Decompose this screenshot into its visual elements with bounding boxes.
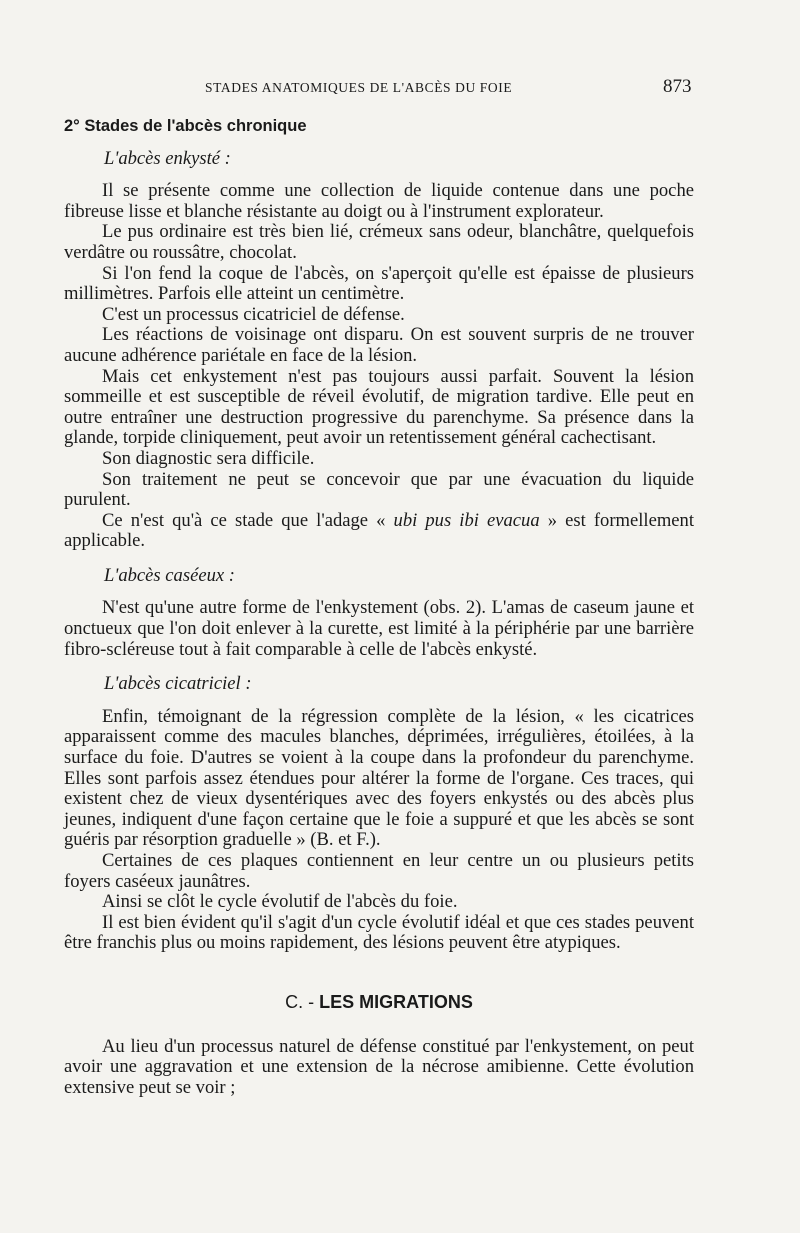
paragraph: C'est un processus cicatriciel de défense. [102,303,405,325]
paragraph: Il est bien évident qu'il s'agit d'un cycle évolutif idéal et que ces stades peuvent être franchis plus ou moins rapidement, des lésions peuvent être atypiques. [64,911,694,954]
paragraph: Enfin, témoignant de la régression complète de la lésion, « les cicatrices apparaissent comme des macules blanches, déprimées, irrégulières, étoilées, à la surface du foie. D'autres se voient à la coupe dans la profondeur du parenchyme. Elles sont parfois assez étendues pour altérer la forme de l'organe. Ces traces, qui existent chez de vieux dysentériques avec des foyers enkystés ou des abcès plus jeunes, indiquent d'une façon certaine que le foie a suppuré et que les abcès se sont guéris par résorption graduelle » (B. et F.). [64,705,694,851]
adage-tail: » est formellement applicable. [64,509,695,552]
paragraph: Si l'on fend la coque de l'abcès, on s'aperçoit qu'elle est épaisse de plusieurs millimètres. Parfois elle atteint un centimètre. [64,262,694,305]
paragraph: Les réactions de voisinage ont disparu. On est souvent surpris de ne trouver aucune adhérence pariétale en face de la lésion. [64,324,694,366]
page-body [64,112,694,1098]
paragraph: Certaines de ces plaques contiennent en leur centre un ou plusieurs petits foyers caséeux jaunâtres. [64,850,694,892]
paragraph: Son diagnostic sera difficile. [102,447,315,469]
section-c-heading [64,992,694,1013]
paragraph: Mais cet enkystement n'est pas toujours aussi parfait. Souvent la lésion sommeille et est susceptible de réveil évolutif, de migration tardive. Elle peut en outre entraîner une destruction progressive du parenchyme. Sa présence dans la glande, torpide cliniquement, peut avoir un retentissement général cachectisant. [64,365,694,449]
paragraph: Son traitement ne peut se concevoir que par une évacuation du liquide purulent. [64,468,694,511]
section-c-title: LES MIGRATIONS [319,991,473,1012]
running-head [0,78,800,102]
page-number: 873 [663,76,692,97]
paragraph-adage [64,511,694,552]
section-heading: 2° Stades de l'abcès chronique [64,117,307,135]
paragraph: Le pus ordinaire est très bien lié, crémeux sans odeur, blanchâtre, quelquefois verdâtre ou roussâtre, chocolat. [64,221,694,263]
adage-quote: ubi pus ibi evacua [393,509,540,531]
paragraph: Au lieu d'un processus naturel de défense constitué par l'enkystement, on peut avoir une aggravation et une extension de la nécrose amibienne. Cette évolution extensive peut se voir ; [64,1035,694,1098]
subheading-cicatriciel: L'abcès cicatriciel : [104,673,252,695]
section-c-letter: C. - [285,991,315,1012]
subheading-caseeux: L'abcès caséeux : [104,564,235,586]
paragraph: Ainsi se clôt le cycle évolutif de l'abcès du foie. [102,891,458,913]
paragraph: Il se présente comme une collection de liquide contenue dans une poche fibreuse lisse et blanche résistante au doigt ou à l'instrument explorateur. [64,180,694,222]
running-title: STADES ANATOMIQUES DE L'ABCÈS DU FOIE [205,80,513,95]
adage-lead: Ce n'est qu'à ce stade que l'adage « [102,509,386,531]
subheading-enkyste: L'abcès enkysté : [104,147,231,169]
paragraph: N'est qu'une autre forme de l'enkystement (obs. 2). L'amas de caseum jaune et onctueux que l'on doit enlever à la curette, est limité à la périphérie par une barrière fibro-scléreuse tout à fait comparable à celle de l'abcès enkysté. [64,597,694,660]
